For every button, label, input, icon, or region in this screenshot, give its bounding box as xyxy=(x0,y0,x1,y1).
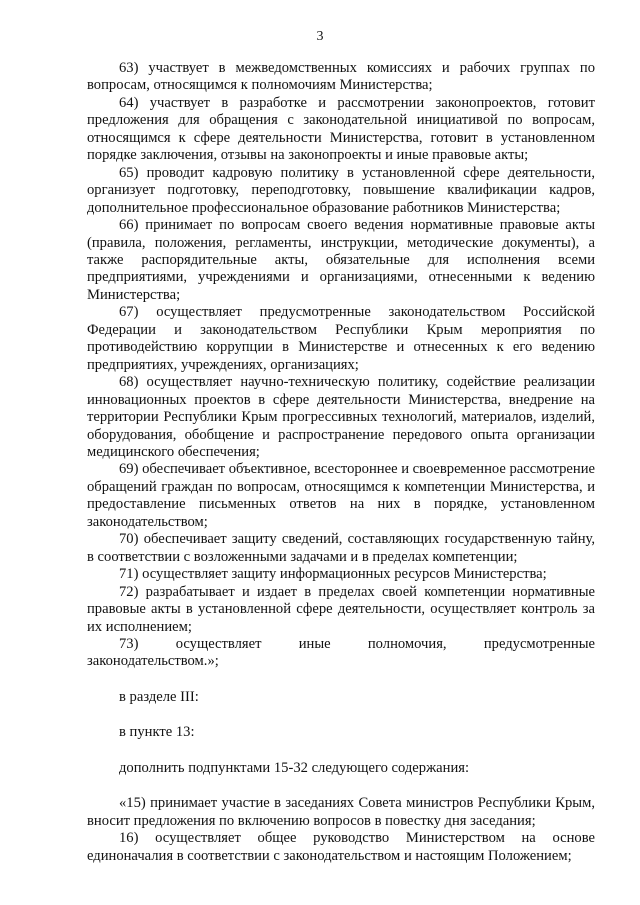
paragraph-item-16: 16) осуществляет общее руководство Министерством на основе единоначалия в соответствии с законодательством и настоящим Положением; xyxy=(87,830,595,864)
paragraph-item-64: 64) участвует в разработке и рассмотрении законопроектов, готовит предложения для обращения с законодательной инициативой по вопросам, относящимся к сфере деятельности Министерства, готовит в установленном порядке заключения, отзывы на законопроекты и иные правовые акты; xyxy=(87,94,595,164)
paragraph-item-69: 69) обеспечивает объективное, всестороннее и своевременное рассмотрение обращений граждан по вопросам, относящимся к компетенции Министерства, и предоставление письменных ответов на них в порядке, установленном законодательством; xyxy=(87,461,595,530)
paragraph-item-68: 68) осуществляет научно-техническую политику, содействие реализации инновационных проектов в сфере деятельности Министерства, внедрение на территории Республики Крым прогрессивных технологий, материалов, изделий, оборудования, обобщение и распространение передового опыта организации медицинского обеспечения; xyxy=(87,374,595,460)
section-reference: в разделе III: xyxy=(119,688,199,705)
paragraph-item-65: 65) проводит кадровую политику в установленной сфере деятельности, организует подготовку, переподготовку, повышение квалификации кадров, дополнительное профессиональное образование работников Министерства; xyxy=(87,164,595,216)
clause-reference: в пункте 13: xyxy=(119,724,195,741)
paragraph-item-15: «15) принимает участие в заседаниях Совета министров Республики Крым, вносит предложения по включению вопросов в повестку дня заседания; xyxy=(87,795,595,829)
paragraph-item-71: 71) осуществляет защиту информационных ресурсов Министерства; xyxy=(119,566,547,583)
paragraph-item-67: 67) осуществляет предусмотренные законодательством Российской Федерации и законодательством Республики Крым мероприятия по противодействию коррупции в Министерстве и отнесенных к его ведению предприятиях, учреждениях, организациях; xyxy=(87,304,595,373)
document-body xyxy=(87,60,595,865)
paragraph-item-70: 70) обеспечивает защиту сведений, составляющих государственную тайну, в соответствии с возложенными задачами и в пределах компетенции; xyxy=(87,531,595,565)
paragraph-item-73: 73) осуществляет иные полномочия, предусмотренные законодательством.»; xyxy=(87,635,595,670)
paragraph-item-66: 66) принимает по вопросам своего ведения нормативные правовые акты (правила, положения, регламенты, инструкции, методические документы), а также распорядительные акты, обязательные для исполнения всеми предприятиями, учреждениями и организациями, отнесенными к ведению Министерства; xyxy=(87,217,595,303)
paragraph-item-72: 72) разрабатывает и издает в пределах своей компетенции нормативные правовые акты в установленной сфере деятельности, осуществляет контроль за их исполнением; xyxy=(87,583,595,635)
amendment-instruction: дополнить подпунктами 15-32 следующего содержания: xyxy=(119,759,470,776)
paragraph-item-63: 63) участвует в межведомственных комиссиях и рабочих группах по вопросам, относящимся к полномочиям Министерства; xyxy=(87,60,595,94)
page-number: 3 xyxy=(316,29,324,44)
